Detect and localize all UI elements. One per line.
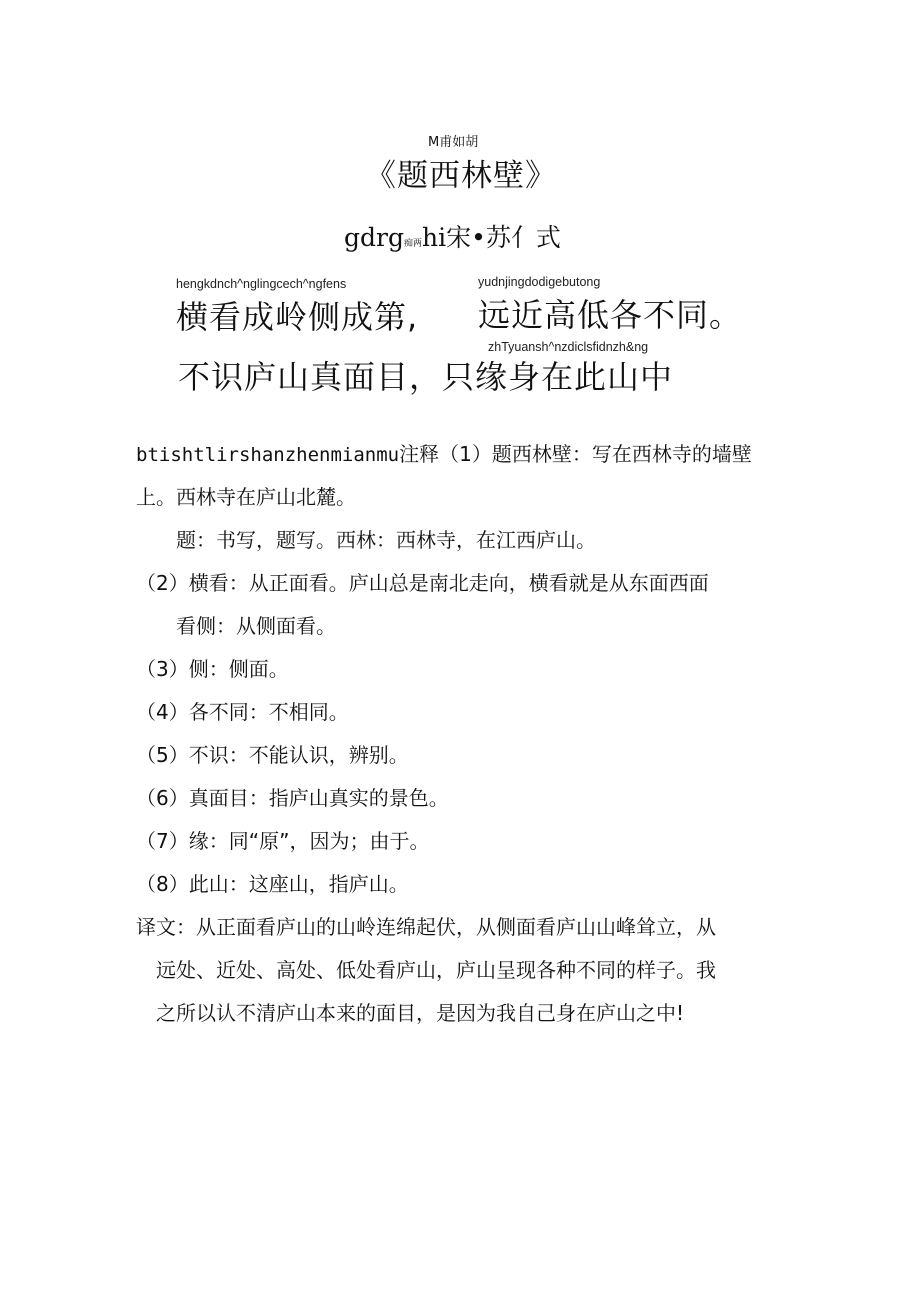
note-line: （5）不识：不能认识，辨别。 — [136, 743, 409, 767]
page-title: 《题西林壁》 — [365, 158, 557, 194]
poem-pinyin-2: yudnjingdodigebutong — [478, 275, 601, 289]
translation-line: 译文：从正面看庐山的山岭连绵起伏，从侧面看庐山山峰耸立，从 — [136, 915, 716, 939]
note-line: （6）真面目：指庐山真实的景色。 — [136, 786, 449, 810]
note-line: 上。西林寺在庐山北麓。 — [136, 485, 356, 509]
title-pinyin: M甫如胡 — [428, 135, 479, 150]
poem-line-3: 不识庐山真面目，只缘身在此山中 — [178, 358, 674, 396]
notes-first-text: 注释（1）题西林壁：写在西林寺的墙壁 — [399, 442, 752, 466]
note-line: （3）侧：侧面。 — [136, 657, 289, 681]
note-line: （2）横看：从正面看。庐山总是南北走向，横看就是从东面西面 — [136, 571, 709, 595]
poem-line-1: 横看成岭侧成第, — [176, 298, 419, 336]
author-prefix: gdrg — [344, 223, 404, 252]
note-line: （7）缘：同“原”，因为；由于。 — [136, 829, 430, 853]
note-line: 看侧：从侧面看。 — [136, 614, 336, 638]
notes-first-latin: btishtlirshanzhenmianmu — [136, 444, 400, 466]
poem-line-2: 远近高低各不同。 — [478, 296, 743, 334]
author-line — [344, 218, 561, 254]
note-line: （8）此山：这座山，指庐山。 — [136, 872, 409, 896]
note-line: （4）各不同：不相同。 — [136, 700, 349, 724]
translation-line: 远处、近处、高处、低处看庐山，庐山呈现各种不同的样子。我 — [136, 958, 716, 982]
author-tiny: 痴两 — [403, 239, 422, 249]
poem-pinyin-1: hengkdnch^nglingcech^ngfens — [176, 277, 347, 291]
author-rest: hi宋•苏亻式 — [421, 223, 561, 252]
poem-pinyin-3: zhTyuansh^nzdiclsfidnzh&ng — [488, 340, 649, 354]
notes-first-line — [136, 438, 752, 467]
note-line: 题：书写，题写。西林：西林寺，在江西庐山。 — [136, 528, 596, 552]
translation-line: 之所以认不清庐山本来的面目，是因为我自己身在庐山之中! — [136, 1001, 685, 1025]
